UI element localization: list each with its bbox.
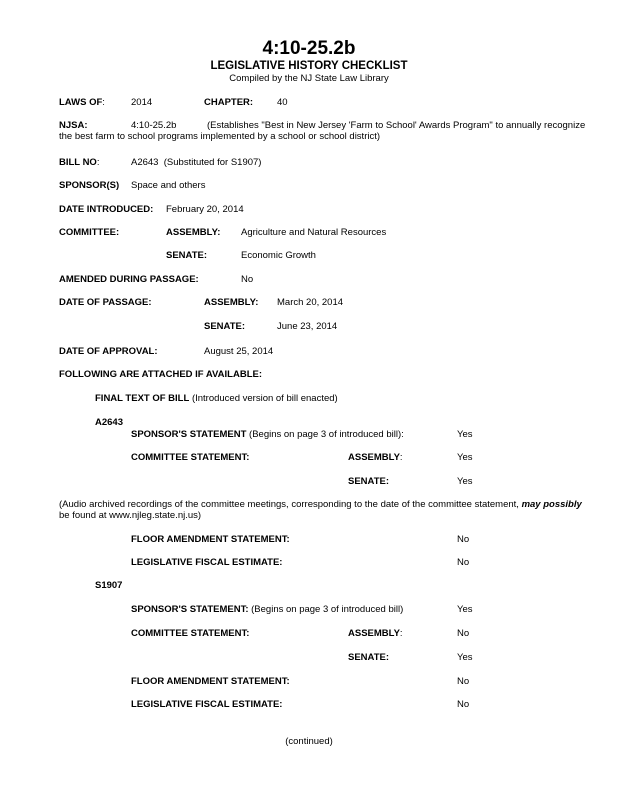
s1907-sponsor-statement: SPONSOR'S STATEMENT: (Begins on page 3 of introduced bill): [131, 604, 404, 615]
a2643-senate-value: Yes: [457, 476, 473, 487]
a2643-assembly-label: ASSEMBLY:: [348, 452, 403, 463]
njsa-description-line2: the best farm to school programs implemented by a school or school district): [59, 131, 381, 142]
passage-senate-value: June 23, 2014: [277, 321, 338, 332]
compiled-by: Compiled by the NJ State Law Library: [229, 73, 389, 84]
s1907-senate-value: Yes: [457, 652, 473, 663]
a2643-floor-statement: FLOOR AMENDMENT STATEMENT:: [131, 534, 290, 545]
statute-title: 4:10-25.2b: [262, 38, 356, 59]
checklist-title: LEGISLATIVE HISTORY CHECKLIST: [210, 60, 408, 72]
date-introduced-label: DATE INTRODUCED:: [59, 204, 154, 215]
committee-assembly-value: Agriculture and Natural Resources: [241, 227, 387, 238]
s1907-committee-statement: COMMITTEE STATEMENT:: [131, 628, 250, 639]
committee-senate-label: SENATE:: [166, 250, 207, 261]
a2643-bill-label: A2643: [95, 417, 123, 428]
a2643-committee-statement: COMMITTEE STATEMENT:: [131, 452, 250, 463]
amended-value: No: [241, 274, 254, 285]
attached-heading: FOLLOWING ARE ATTACHED IF AVAILABLE:: [59, 369, 262, 380]
passage-senate-label: SENATE:: [204, 321, 245, 332]
continued-footer: (continued): [285, 736, 333, 747]
s1907-floor-value: No: [457, 676, 470, 687]
s1907-floor-statement: FLOOR AMENDMENT STATEMENT:: [131, 676, 290, 687]
approval-label: DATE OF APPROVAL:: [59, 346, 158, 357]
chapter-number: 40: [277, 97, 288, 108]
s1907-fiscal-estimate: LEGISLATIVE FISCAL ESTIMATE:: [131, 699, 283, 710]
passage-label: DATE OF PASSAGE:: [59, 297, 152, 308]
committee-senate-value: Economic Growth: [241, 250, 316, 261]
sponsors-value: Space and others: [131, 180, 206, 191]
passage-assembly-value: March 20, 2014: [277, 297, 344, 308]
chapter-label: CHAPTER:: [204, 97, 254, 108]
s1907-sponsor-value: Yes: [457, 604, 473, 615]
date-introduced-value: February 20, 2014: [166, 204, 244, 215]
s1907-senate-label: SENATE:: [348, 652, 389, 663]
bill-no-value: A2643 (Substituted for S1907): [131, 157, 262, 168]
s1907-assembly-label: ASSEMBLY:: [348, 628, 403, 639]
laws-of-year: 2014: [131, 97, 153, 108]
audio-note-line2: be found at www.njleg.state.nj.us): [59, 510, 202, 521]
passage-assembly-label: ASSEMBLY:: [204, 297, 259, 308]
amended-label: AMENDED DURING PASSAGE:: [59, 274, 199, 285]
a2643-senate-label: SENATE:: [348, 476, 389, 487]
a2643-assembly-value: Yes: [457, 452, 473, 463]
committee-label: COMMITTEE:: [59, 227, 120, 238]
njsa-description-line1: (Establishes "Best in New Jersey 'Farm to School' Awards Program" to annually recognize: [207, 120, 586, 131]
final-text-row: FINAL TEXT OF BILL (Introduced version of bill enacted): [95, 393, 338, 404]
a2643-sponsor-value: Yes: [457, 429, 473, 440]
s1907-bill-label: S1907: [95, 580, 123, 591]
sponsors-label: SPONSOR(S): [59, 180, 120, 191]
s1907-fiscal-value: No: [457, 699, 470, 710]
laws-of-label: LAWS OF:: [59, 97, 105, 108]
njsa-label: NJSA:: [59, 120, 88, 131]
a2643-floor-value: No: [457, 534, 470, 545]
njsa-value: 4:10-25.2b: [131, 120, 177, 131]
a2643-fiscal-value: No: [457, 557, 470, 568]
a2643-fiscal-estimate: LEGISLATIVE FISCAL ESTIMATE:: [131, 557, 283, 568]
bill-no-label: BILL NO:: [59, 157, 100, 168]
s1907-assembly-value: No: [457, 628, 470, 639]
audio-note-line1: (Audio archived recordings of the committee meetings, corresponding to the date of the committee statement, may possibly: [59, 499, 582, 510]
a2643-sponsor-statement: SPONSOR'S STATEMENT (Begins on page 3 of introduced bill):: [131, 429, 404, 440]
committee-assembly-label: ASSEMBLY:: [166, 227, 221, 238]
approval-value: August 25, 2014: [204, 346, 274, 357]
